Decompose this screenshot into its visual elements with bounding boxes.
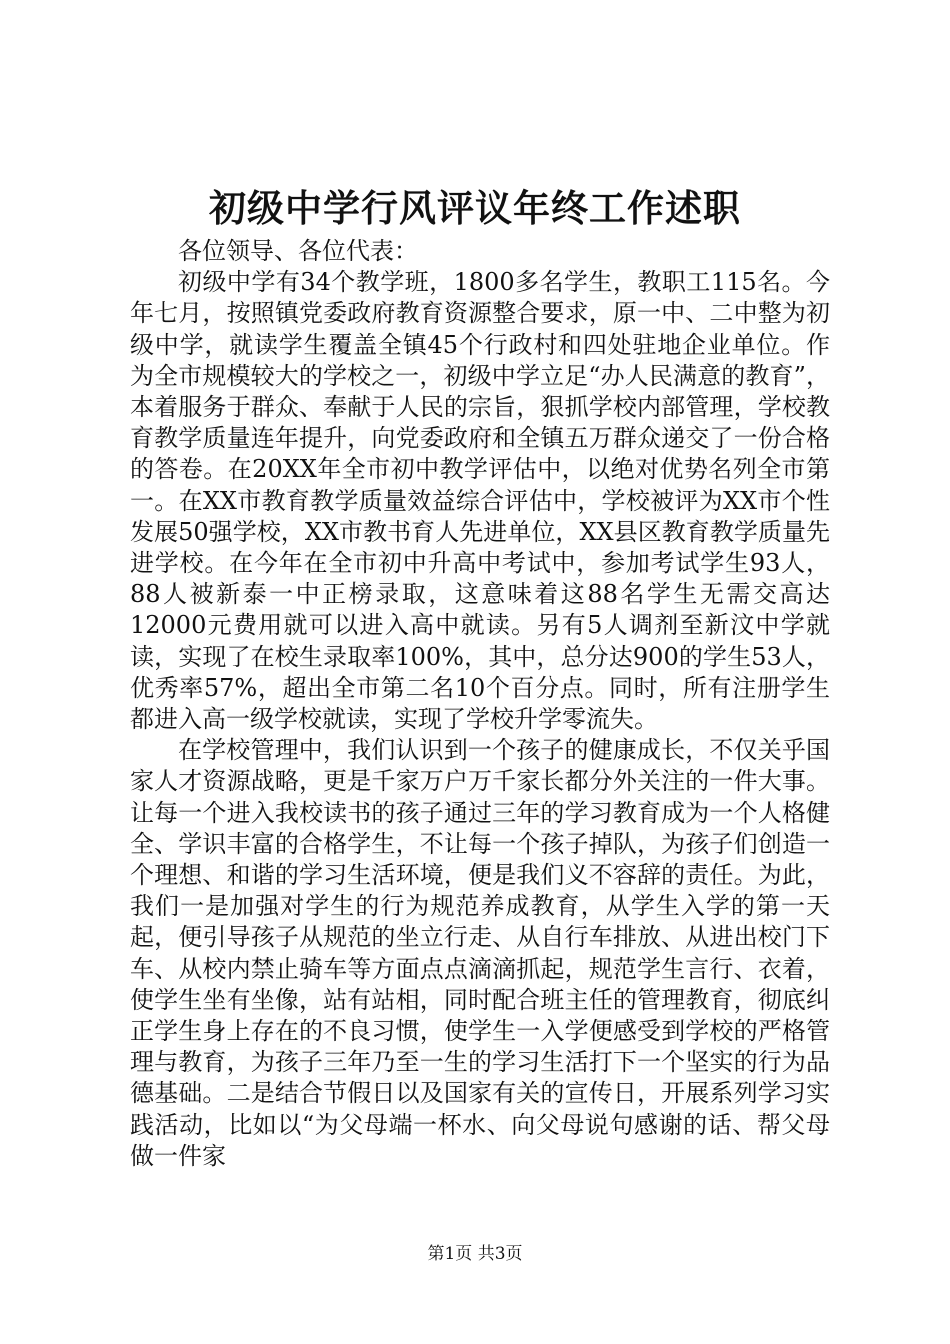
- page-number-footer: 第1页 共3页: [427, 1244, 523, 1264]
- body-paragraph-overview: 初级中学有34个教学班，1800多名学生，教职工115名。今年七月，按照镇党委政府教育资源整合要求，原一中、二中整为初级中学，就读学生覆盖全镇45个行政村和四处驻地企业单位。作为全市规模较大的学校之一，初级中学立足“办人民满意的教育”，本着服务于群众、奉献于人民的宗旨，狠抓学校内部管理，学校教育教学质量连年提升，向党委政府和全镇五万群众递交了一份合格的答卷。在20XX年全市初中教学评估中，以绝对优势名列全市第一。在XX市教育教学质量效益综合评估中，学校被评为XX市个性发展50强学校，XX市教书育人先进单位，XX县区教育教学质量先进学校。在今年在全市初中升高中考试中，参加考试学生93人，88人被新泰一中正榜录取，这意味着这88名学生无需交高达12000元费用就可以进入高中就读。另有5人调剂至新汶中学就读，实现了在校生录取率100%，其中，总分达900的学生53人，优秀率57%，超出全市第二名10个百分点。同时，所有注册学生都进入高一级学校就读，实现了学校升学零流失。: [130, 268, 830, 734]
- document-body: [130, 236, 830, 1172]
- greeting-paragraph: 各位领导、各位代表：: [178, 237, 418, 265]
- body-paragraph-management: 在学校管理中，我们认识到一个孩子的健康成长，不仅关乎国家人才资源战略，更是千家万户万千家长都分外关注的一件大事。让每一个进入我校读书的孩子通过三年的学习教育成为一个人格健全、学识丰富的合格学生，不让每一个孩子掉队，为孩子们创造一个理想、和谐的学习生活环境，便是我们义不容辞的责任。为此，我们一是加强对学生的行为规范养成教育，从学生入学的第一天起，便引导孩子从规范的坐立行走、从自行车排放、从进出校门下车、从校内禁止骑车等方面点点滴滴抓起，规范学生言行、衣着，使学生坐有坐像，站有站相，同时配合班主任的管理教育，彻底纠正学生身上存在的不良习惯，使学生一入学便感受到学校的严格管理与教育，为孩子三年乃至一生的学习生活打下一个坚实的行为品德基础。二是结合节假日以及国家有关的宣传日，开展系列学习实践活动，比如以“为父母端一杯水、向父母说句感谢的话、帮父母做一件家: [130, 736, 830, 1170]
- document-title: 初级中学行风评议年终工作述职: [209, 186, 741, 230]
